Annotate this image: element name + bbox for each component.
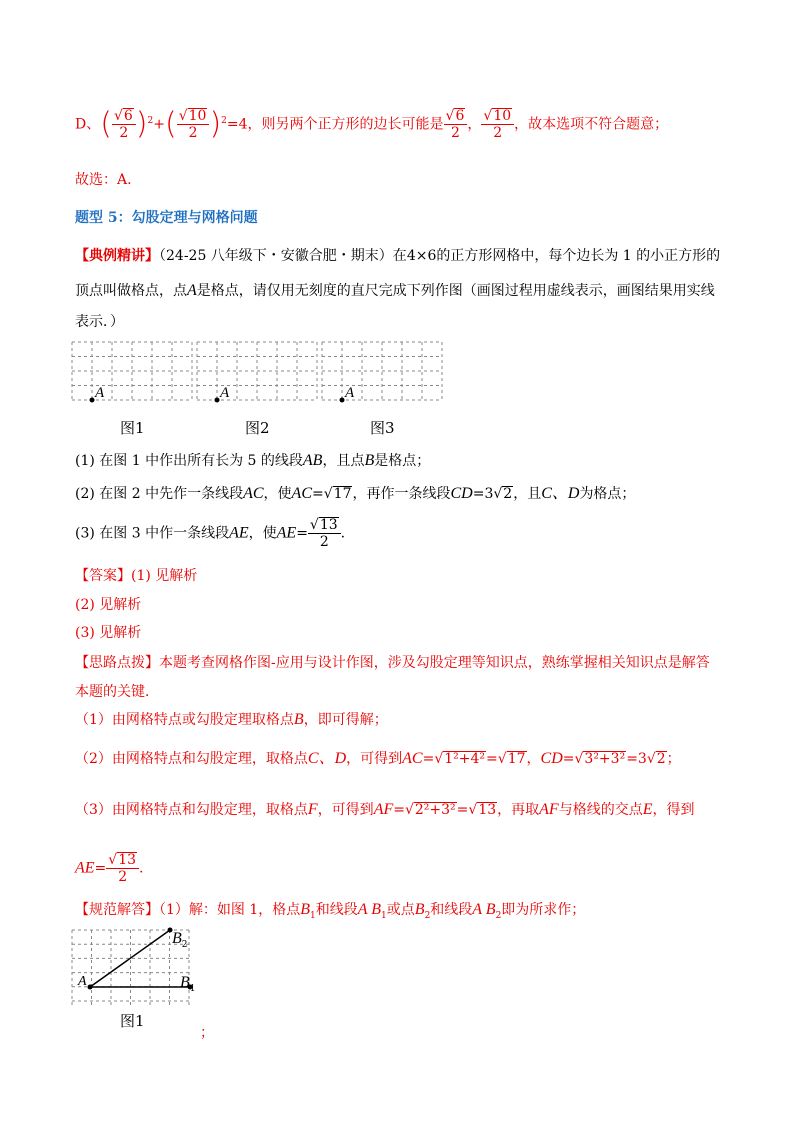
question-1: (1) 在图 1 中作出所有长为 5 的线段AB，且点B是格点； bbox=[75, 452, 431, 469]
hint-line-1: 【思路点拨】本题考查网格作图-应用与设计作图，涉及勾股定理等知识点，熟练掌握相关知识点是解答 bbox=[75, 655, 710, 671]
hint-step-1: （1）由网格特点或勾股定理取格点B，即可得解； bbox=[75, 711, 388, 728]
example-line-1: 【典例精讲】（24-25 八年级下・安徽合肥・期末）在4×6的正方形网格中，每个边长为 1 的小正方形的 bbox=[75, 248, 721, 264]
left-paren: ( bbox=[100, 106, 112, 142]
solution-figure-label: 图1 bbox=[120, 1012, 145, 1030]
fraction-root6-b: $\frac{√6}{2}$ bbox=[444, 108, 468, 141]
solution-trailing-mark: ； bbox=[200, 1025, 214, 1041]
solution-line: 【规范解答】（1）解：如图 1，格点$B_1$和线段A $B_1$或点$B_2$和线段A $B_2$即为所求作； bbox=[75, 901, 586, 921]
fraction-root10: $\frac{√10}{2}$ bbox=[177, 108, 210, 141]
answer-3: (3) 见解析 bbox=[75, 625, 142, 641]
point-a bbox=[88, 985, 93, 990]
solution-point-b2: $B_2$ bbox=[172, 930, 188, 950]
fraction-root6: $\frac{√6}{2}$ bbox=[112, 108, 136, 141]
label-a-fig2: A bbox=[220, 385, 230, 401]
point-a-fig1 bbox=[90, 398, 95, 403]
hint-step-3-result: AE= $\frac{√13}{2}$ . bbox=[75, 852, 144, 885]
option-d-line: D、( $\frac{√6}{2}$ )$^2$+( $\frac{√10}{2}$ )$^2$=4，则另两个正方形的边长可能是 $\frac{√6}{2}$ ， $\frac{√10}{2}$ ，故本选项不符合题意； bbox=[75, 106, 669, 142]
answer-2: (2) 见解析 bbox=[75, 597, 142, 613]
question-2: (2) 在图 2 中先作一条线段AC，使AC=√17，再作一条线段CD=3√2，且C、D为格点； bbox=[75, 485, 636, 502]
right-paren: ) bbox=[135, 106, 148, 142]
answer-1: 【答案】(1) 见解析 bbox=[75, 568, 198, 584]
hint-step-3: （3）由网格特点和勾股定理，取格点F，可得到AF=√2²+3²=√13，再取AF与格线的交点E，得到 bbox=[75, 801, 695, 818]
label-a-fig1: A bbox=[95, 385, 105, 401]
hint-step-2: （2）由网格特点和勾股定理，取格点C、D，可得到AC=√1²+4²=√17，CD=√3²+3²=3√2； bbox=[75, 750, 681, 767]
choice-line: 故选：A. bbox=[75, 172, 132, 188]
hint-line-2: 本题的关键． bbox=[75, 684, 159, 700]
figure-3-label: 图3 bbox=[370, 419, 395, 437]
question-3: (3) 在图 3 中作一条线段AE，使AE= $\frac{√13}{2}$ . bbox=[75, 517, 346, 550]
point-a-fig3 bbox=[340, 398, 345, 403]
example-line-3: 表示．） bbox=[75, 314, 124, 330]
figure-2-label: 图2 bbox=[245, 419, 270, 437]
solution-point-b1: $B_1$ bbox=[180, 974, 196, 994]
example-line-2: 顶点叫做格点，点A是格点，请仅用无刻度的直尺完成下列作图（画图过程用虚线表示，画图结果用实线 bbox=[75, 282, 715, 299]
label-a-fig3: A bbox=[345, 385, 355, 401]
solution-point-a: A bbox=[78, 974, 87, 989]
example-tag: 【典例精讲】 bbox=[75, 248, 159, 264]
point-a-fig2 bbox=[215, 398, 220, 403]
fraction-root10-b: $\frac{√10}{2}$ bbox=[481, 108, 514, 141]
section-title: 题型 5：勾股定理与网格问题 bbox=[75, 210, 258, 226]
option-label: D、 bbox=[75, 116, 101, 133]
figure-1-label: 图1 bbox=[120, 419, 145, 437]
